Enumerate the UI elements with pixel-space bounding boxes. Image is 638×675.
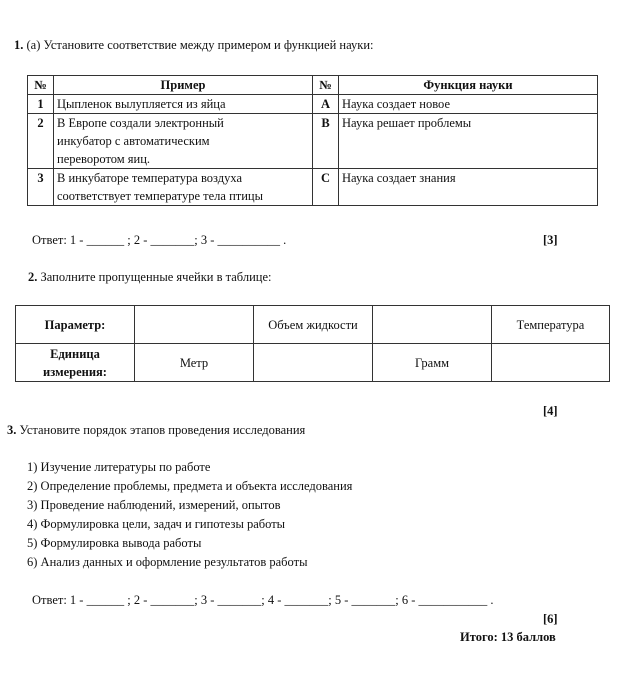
list-item: 4) Формулировка цели, задач и гипотезы работы — [27, 517, 286, 531]
q1-header-function: Функция науки — [339, 76, 598, 95]
table-row — [16, 344, 610, 382]
example-line: В Европе создали электронный — [57, 116, 224, 130]
example-cell — [54, 114, 313, 169]
row-number: 1 — [28, 95, 54, 114]
list-item: 2) Определение проблемы, предмета и объекта исследования — [27, 479, 353, 493]
list-item: 5) Формулировка вывода работы — [27, 536, 202, 550]
total-score: Итого: 13 баллов — [460, 630, 556, 644]
table-row — [28, 95, 598, 114]
unit-gram: Грамм — [373, 344, 492, 382]
unit-blank-1[interactable] — [254, 344, 373, 382]
q2-heading — [28, 270, 271, 285]
q3-marks: [6] — [543, 612, 558, 626]
row-number: 3 — [28, 169, 54, 206]
example-cell — [54, 169, 313, 206]
q2-table — [15, 305, 610, 382]
q1-table — [27, 75, 598, 206]
unit-blank-2[interactable] — [492, 344, 610, 382]
example-line: переворотом яиц. — [57, 152, 151, 166]
q1-heading — [14, 38, 374, 53]
table-row — [16, 306, 610, 344]
q3-heading — [7, 423, 305, 438]
example-cell — [54, 95, 313, 114]
q1-number: 1. — [14, 38, 24, 52]
unit-meter: Метр — [135, 344, 254, 382]
q1-header-num2: № — [313, 76, 339, 95]
parameter-label: Параметр: — [16, 306, 135, 344]
row-letter: А — [313, 95, 339, 114]
q2-marks: [4] — [543, 404, 558, 418]
q3-answer-line[interactable]: Ответ: 1 - ______ ; 2 - _______; 3 - _______; 4 - _______; 5 - _______; 6 - ___________ . — [32, 593, 494, 607]
unit-label: Единица измерения: — [16, 344, 135, 382]
function-cell: Наука создает новое — [339, 95, 598, 114]
function-cell: Наука создает знания — [339, 169, 598, 206]
parameter-volume: Объем жидкости — [254, 306, 373, 344]
q3-number: 3. — [7, 423, 17, 437]
q3-text: Установите порядок этапов проведения исследования — [19, 423, 306, 437]
table-row — [28, 169, 598, 206]
q1-header-example: Пример — [54, 76, 313, 95]
parameter-temperature: Температура — [492, 306, 610, 344]
example-line: соответствует температуре тела птицы — [57, 189, 263, 203]
parameter-blank-1[interactable] — [135, 306, 254, 344]
list-item: 3) Проведение наблюдений, измерений, опытов — [27, 498, 281, 512]
q2-text: Заполните пропущенные ячейки в таблице: — [40, 270, 272, 284]
function-cell: Наука решает проблемы — [339, 114, 598, 169]
q1-table-header — [28, 76, 598, 95]
parameter-blank-2[interactable] — [373, 306, 492, 344]
q1-marks: [3] — [543, 233, 558, 247]
list-item: 6) Анализ данных и оформление результатов работы — [27, 555, 308, 569]
q1-text: (a) Установите соответствие между примером и функцией науки: — [26, 38, 374, 52]
table-row — [28, 114, 598, 169]
list-item: 1) Изучение литературы по работе — [27, 460, 211, 474]
row-letter: В — [313, 114, 339, 169]
example-line: В инкубаторе температура воздуха — [57, 171, 243, 185]
q1-answer-line[interactable]: Ответ: 1 - ______ ; 2 - _______; 3 - __________ . — [32, 233, 287, 247]
q2-number: 2. — [28, 270, 38, 284]
example-line: Цыпленок вылупляется из яйца — [57, 97, 226, 111]
row-number: 2 — [28, 114, 54, 169]
row-letter: С — [313, 169, 339, 206]
q1-header-num: № — [28, 76, 54, 95]
example-line: инкубатор с автоматическим — [57, 134, 210, 148]
